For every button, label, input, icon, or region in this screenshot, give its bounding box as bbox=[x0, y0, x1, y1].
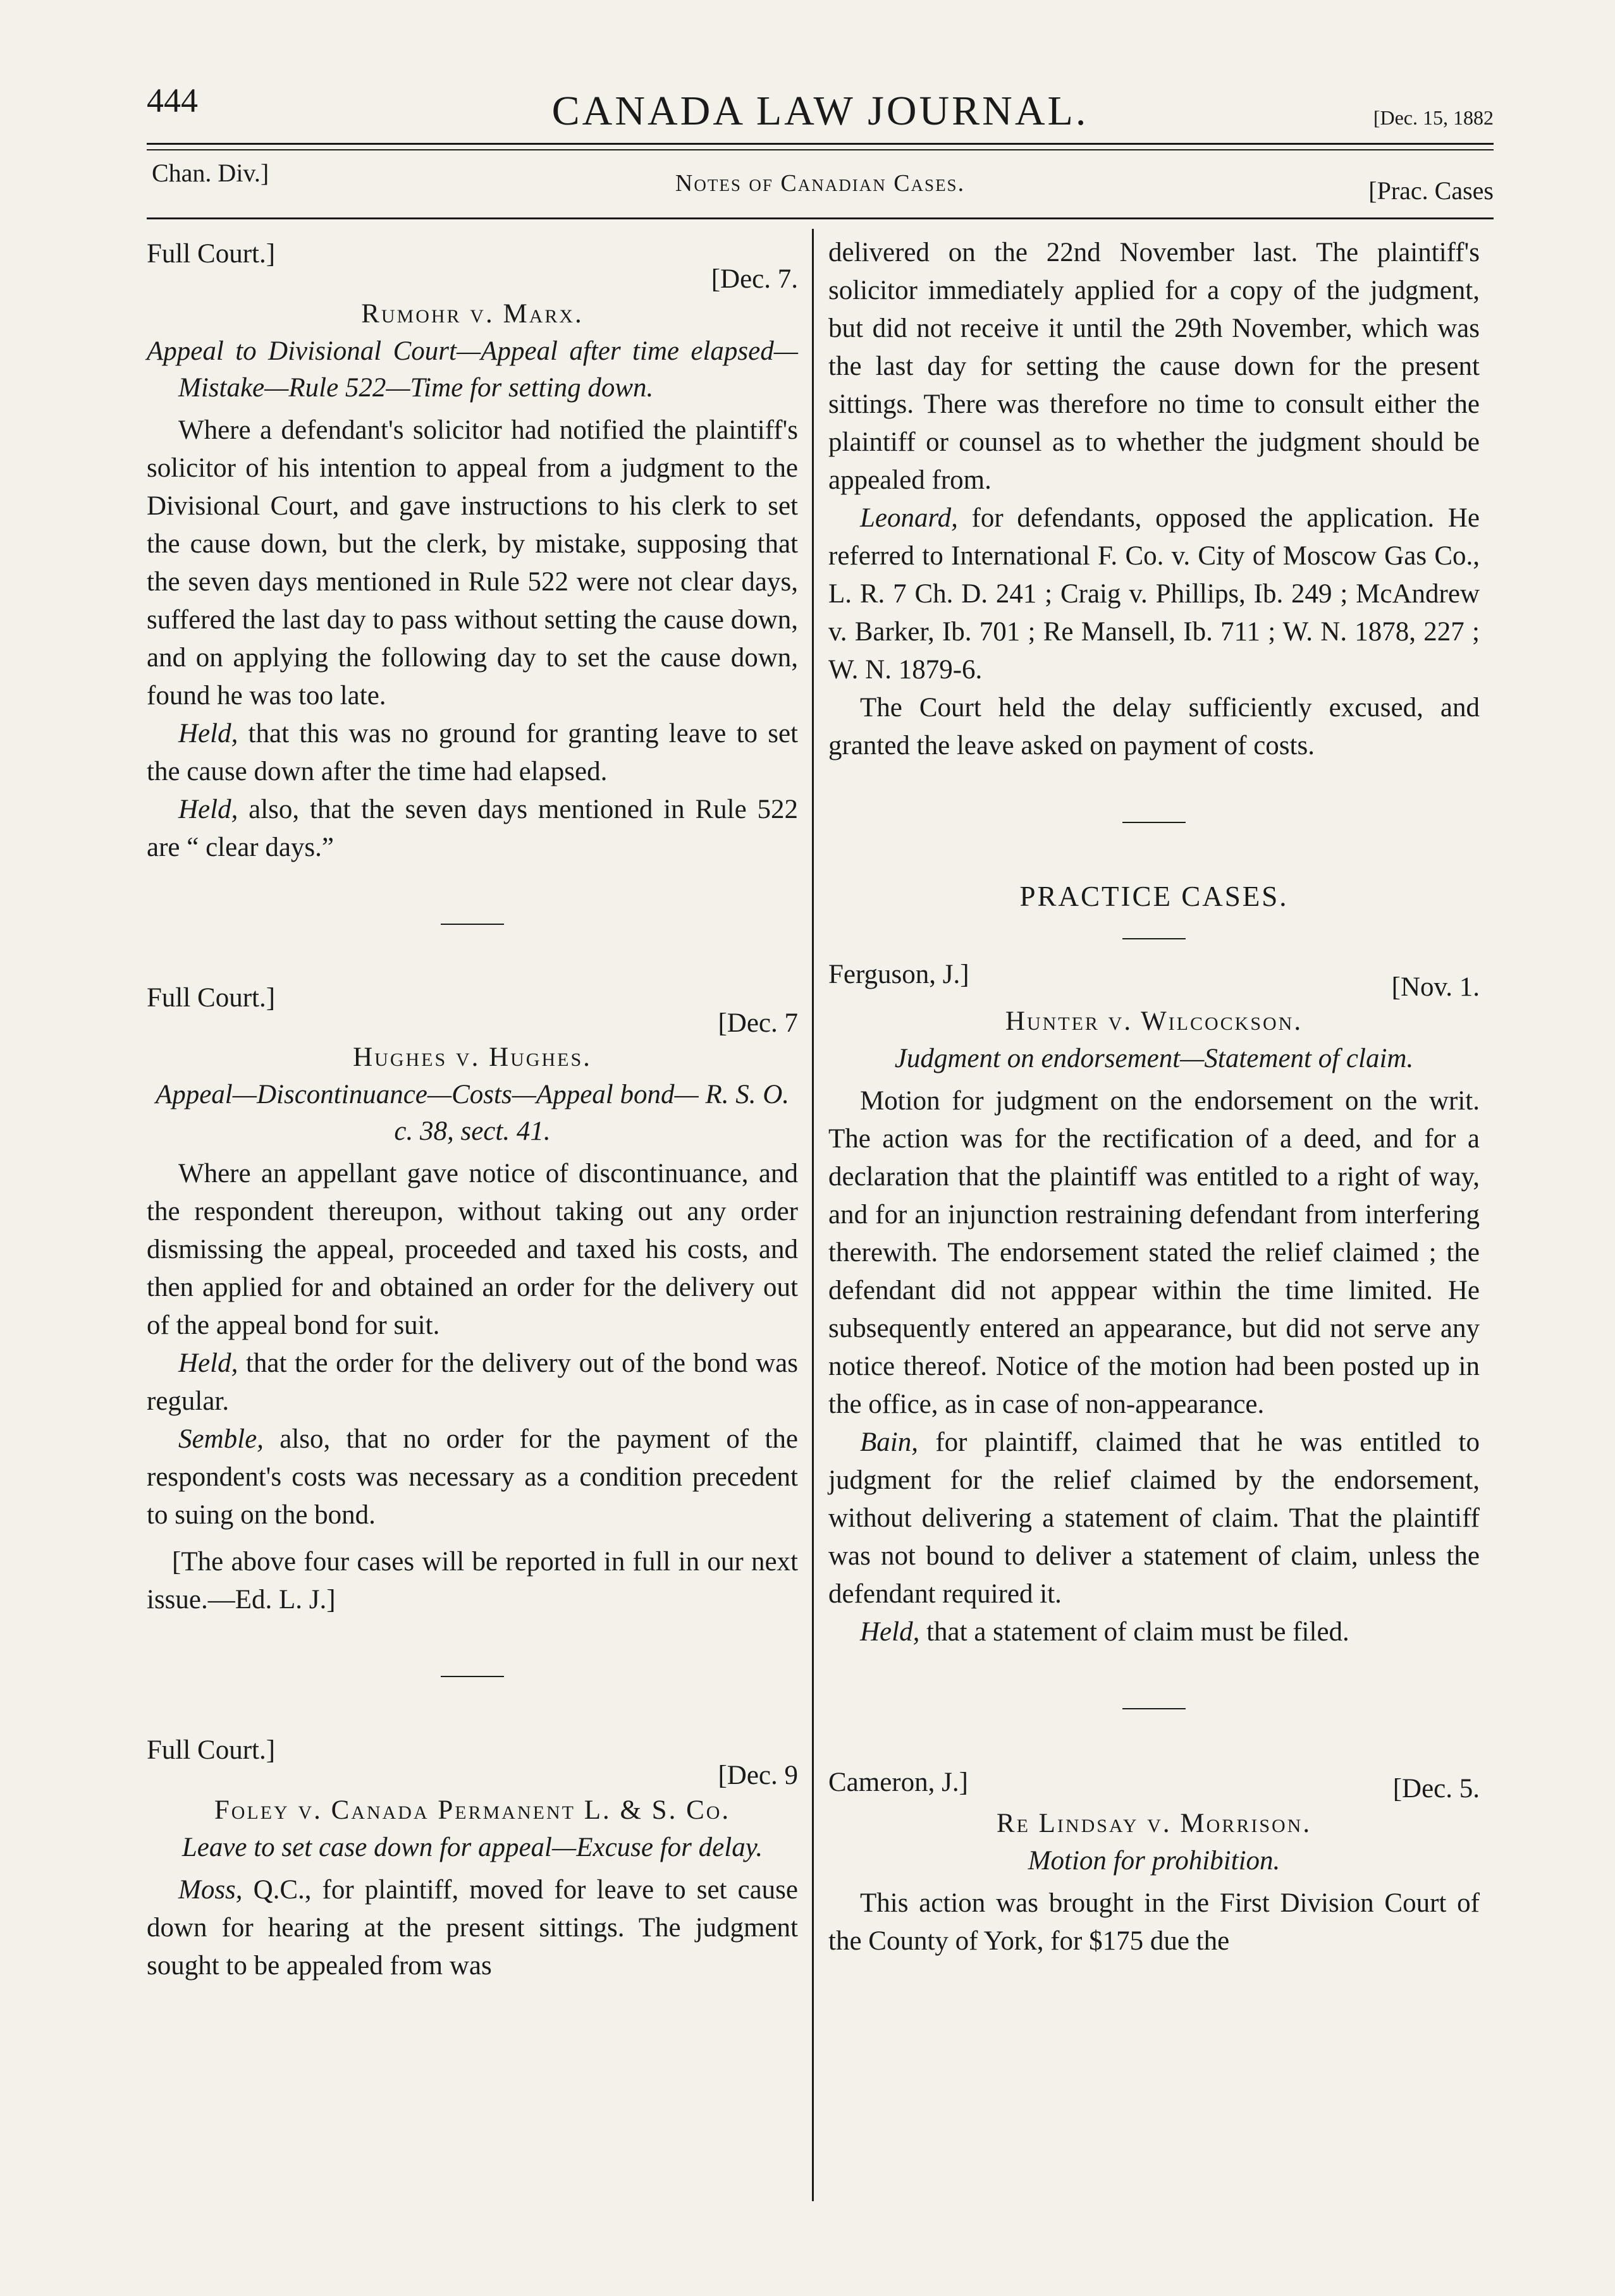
case-paragraph: Where a defendant's solicitor had notified the plaintiff's solicitor of his intention to appeal from a judgment to the Divisional Court, and gave instructions to his clerk to set the cause down, but the clerk, by mistake, supposing that the seven days mentioned in Rule 522 were not clear days, suffered the last day to pass without setting the cause down, and on applying the following day to set the cause down, found he was too late. bbox=[147, 415, 798, 711]
journal-title: CANADA LAW JOURNAL. bbox=[551, 88, 1089, 134]
case-title: Hunter v. Wilcockson. bbox=[1005, 1006, 1303, 1037]
case-date: [Dec. 7. bbox=[711, 264, 798, 294]
case-separator bbox=[441, 1676, 504, 1677]
editor-note: [The above four cases will be reported in full in our next issue.—Ed. L. J.] bbox=[147, 1547, 798, 1615]
holding-lead: Held, bbox=[178, 718, 238, 748]
paragraph-text: for plaintiff, claimed that he was entitled to judgment for the relief claimed by the endorsement, without delivering a statement of claim. That the plaintiff was not bound to deliver a statement of claim, unless the defendant required it. bbox=[828, 1427, 1480, 1609]
holding-text: that a statement of claim must be filed. bbox=[919, 1617, 1349, 1647]
page-number: 444 bbox=[147, 82, 198, 119]
holding-lead: Held, bbox=[178, 794, 238, 824]
case-date: [Dec. 7 bbox=[718, 1008, 798, 1038]
case-title: Re Lindsay v. Morrison. bbox=[996, 1808, 1312, 1838]
holding-lead: Held, bbox=[178, 1348, 238, 1379]
case-paragraph: Motion for judgment on the endorsement on the writ. The action was for the rectification of a deed, and for a declaration that the plaintiff was entitled to a right of way, and for an injunction restraining defendant from interfering therewith. The endorsement stated the relief claimed ; the defendant did not apppear within the time limited. He subsequently entered an appearance, but did not serve any notice thereof. Notice of the motion had been posted up in the office, as in case of non-appearance. bbox=[828, 1086, 1480, 1420]
case-paragraph: Where an appellant gave notice of discontinuance, and the respondent thereupon, without taking out any order dismissing the appeal, proceeded and taxed his costs, and then applied for and obtained an order for the delivery out of the appeal bond for suit. bbox=[147, 1159, 798, 1341]
section-subhead bbox=[147, 158, 1494, 205]
holding-lead: Held, bbox=[860, 1617, 920, 1647]
case-paragraph: The Court held the delay sufficiently excused, and granted the leave asked on payment of costs. bbox=[828, 692, 1480, 760]
section-heading: PRACTICE CASES. bbox=[1019, 880, 1289, 912]
counsel-lead: Leonard, bbox=[860, 503, 958, 533]
court-name: Full Court.] bbox=[147, 982, 276, 1013]
case-holding bbox=[147, 1345, 798, 1420]
case-title: Hughes v. Hughes. bbox=[353, 1042, 592, 1073]
holding-text: that the order for the delivery out of the bond was regular. bbox=[147, 1348, 798, 1417]
court-name: Full Court.] bbox=[147, 239, 276, 269]
case-court-line bbox=[147, 1734, 798, 1792]
case-court-line bbox=[828, 1766, 1480, 1805]
case-paragraph bbox=[147, 1871, 798, 1985]
counsel-lead: Moss, bbox=[178, 1874, 243, 1905]
case-paragraph: This action was brought in the First Division Court of the County of York, for $175 due the bbox=[828, 1888, 1480, 1956]
court-name: Ferguson, J.] bbox=[828, 959, 969, 989]
case-court-line bbox=[828, 958, 1480, 1004]
catchwords: Judgment on endorsement—Statement of claim. bbox=[894, 1044, 1414, 1074]
left-column bbox=[147, 234, 798, 1985]
case-holding bbox=[147, 1420, 798, 1534]
running-head bbox=[147, 81, 1494, 138]
right-column bbox=[828, 234, 1480, 1960]
case-date: [Nov. 1. bbox=[1391, 972, 1480, 1002]
holding-text: that this was no ground for granting leave to set the cause down after the time had elapsed. bbox=[147, 718, 798, 786]
section-separator bbox=[1122, 938, 1186, 939]
case-date: [Dec. 5. bbox=[1392, 1774, 1480, 1804]
case-separator bbox=[1122, 822, 1186, 823]
header-rule-bottom bbox=[147, 149, 1494, 150]
counsel-lead: Bain, bbox=[860, 1427, 918, 1458]
case-paragraph bbox=[828, 499, 1480, 689]
header-rule-top bbox=[147, 143, 1494, 145]
case-holding bbox=[147, 791, 798, 867]
section-title: Notes of Canadian Cases. bbox=[675, 170, 966, 197]
issue-date: [Dec. 15, 1882 bbox=[1373, 106, 1494, 129]
case-holding bbox=[828, 1613, 1480, 1651]
court-name: Full Court.] bbox=[147, 1735, 276, 1765]
catchwords: Appeal to Divisional Court—Appeal after time elapsed—Mistake—Rule 522—Time for setting down. bbox=[147, 336, 798, 403]
subhead-rule bbox=[147, 217, 1494, 219]
case-paragraph: delivered on the 22nd November last. The plaintiff's solicitor immediately applied for a copy of the judgment, but did not receive it until the 29th November, which was the last day for setting the cause down for the present sittings. There was therefore no time to consult either the plaintiff or counsel as to whether the judgment should be appealed from. bbox=[828, 238, 1480, 495]
case-paragraph bbox=[828, 1424, 1480, 1613]
column-divider bbox=[812, 229, 814, 2201]
case-date: [Dec. 9 bbox=[718, 1761, 798, 1790]
paragraph-text: Q.C., for plaintiff, moved for leave to set cause down for hearing at the present sittings. The judgment sought to be appealed from was bbox=[147, 1874, 798, 1981]
section-right-label: [Prac. Cases bbox=[1368, 176, 1494, 205]
case-separator bbox=[441, 924, 504, 925]
division-label: Chan. Div.] bbox=[152, 159, 269, 187]
catchwords: Leave to set case down for appeal—Excuse for delay. bbox=[181, 1832, 763, 1862]
holding-text: also, that the seven days mentioned in Rule 522 are “ clear days.” bbox=[147, 794, 798, 862]
court-name: Cameron, J.] bbox=[828, 1768, 968, 1798]
case-title: Rumohr v. Marx. bbox=[361, 298, 584, 329]
catchwords: Appeal—Discontinuance—Costs—Appeal bond— R. S. O. c. 38, sect. 41. bbox=[155, 1080, 790, 1147]
case-title: Foley v. Canada Permanent L. & S. Co. bbox=[214, 1795, 731, 1825]
paragraph-text: for defendants, opposed the application. He referred to International F. Co. v. City of Moscow Gas Co., L. R. 7 Ch. D. 241 ; Craig v. Phillips, Ib. 249 ; McAndrew v. Barker, Ib. 701 ; Re Mansell, Ib. 711 ; W. N. 1878, 227 ; W. N. 1879-6. bbox=[828, 503, 1480, 685]
case-court-line bbox=[147, 238, 798, 296]
case-court-line bbox=[147, 982, 798, 1040]
catchwords: Motion for prohibition. bbox=[1028, 1845, 1280, 1876]
holding-text: also, that no order for the payment of the respondent's costs was necessary as a condition precedent to suing on the bond. bbox=[147, 1424, 798, 1530]
case-holding bbox=[147, 715, 798, 791]
case-separator bbox=[1122, 1708, 1186, 1709]
holding-lead: Semble, bbox=[178, 1424, 264, 1455]
